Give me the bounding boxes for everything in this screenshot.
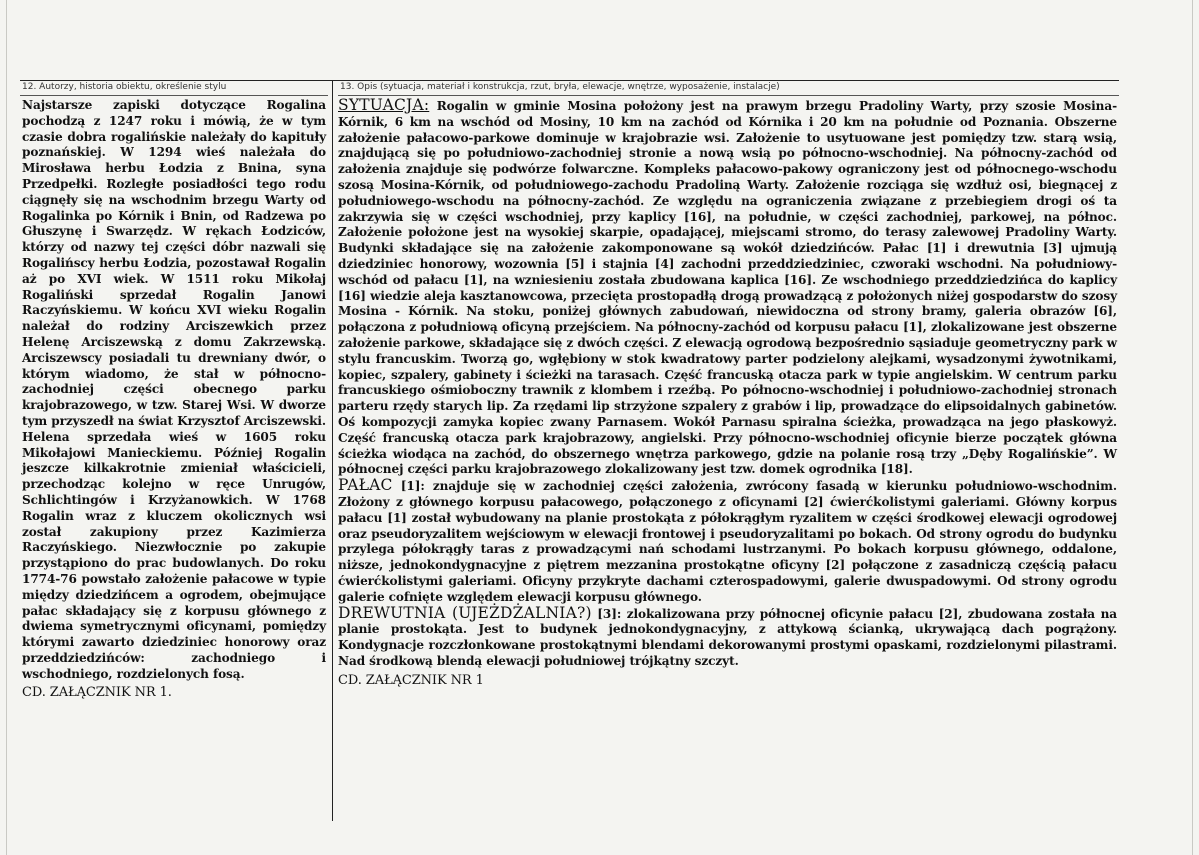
history-continuation-note: CD. ZAŁĄCZNIK NR 1. — [22, 685, 172, 701]
woodshed-text: [3]: zlokalizowana przy północnej oficynie pałacu [2], zbudowana została na planie prostokąta. Jest to budynek jednokondygnacyjny, z attykową ścianką, ukrywającą dach pogrążony. Kondygnacje rozczłonkowane prostokątnymi blendami dekorowanymi prostymi opaskami, rozdzielonymi pilastrami. Nad środkową blendą elewacji południowej trójkątny szczyt. — [338, 606, 1118, 668]
situation-heading: SYTUACJA: — [338, 96, 430, 114]
description-field-header: 13. Opis (sytuacja, materiał i konstrukcja, rzut, bryła, elewacje, wnętrze, wyposażenie, instalacje) — [338, 81, 1119, 96]
woodshed-heading: DREWUTNIA (UJEŻDŻALNIA?) — [338, 603, 592, 622]
section-palace — [338, 478, 1117, 605]
description-column — [338, 81, 1119, 821]
record-card-form — [20, 80, 1119, 843]
description-body — [338, 96, 1119, 670]
palace-text: [1]: znajduje się w zachodniej części założenia, zwrócony fasadą w kierunku południowo-wschodnim. Złożony z głównego korpusu pałacowego, połączonego z oficynami [2] ćwierćkolistymi galeriami. Główny korpus pałacu [1] został wybudowany na planie prostokąta z półokrągłym ryzalitem w części środkowej elewacji ogrodowej oraz pseudoryzalitem wejściowym w elewacji frontowej i pseudoryzalitami po bokach. Od strony ogrodu do budynku przylega półokrągły taras z prowadzącymi nań schodami lustrzanymi. Po bokach korpusu głównego, oddalone, niższe, jednokondygnacyjne z piętrem mezzanina prostokątne oficyny [2] połączone z zasadniczą częścią pałacu ćwierćkolistymi galeriami. Oficyny przykryte dachami czterospadowymi, galerie dwuspadowymi. Od strony ogrodu galerie cofnięte względem elewacji korpusu głównego. — [338, 479, 1117, 604]
section-woodshed — [338, 603, 1118, 670]
history-field-header: 12. Autorzy, historia obiektu, określenie stylu — [20, 81, 328, 96]
palace-heading: PAŁAC — [338, 476, 393, 495]
scan-edge-right — [1192, 0, 1193, 855]
history-paragraph: Najstarsze zapiski dotyczące Rogalina pochodzą z 1247 roku i mówią, że w tym czasie dobra rogalińskie należały do kapituły poznańskiej. W 1294 wieś należała do Mirosława herbu Łodzia z Bnina, syna Przedpełki. Rozległe posiadłości tego rodu ciągnęły się na wschodnim brzegu Warty od Rogalinka po Kórnik i Bnin, od Radzewa po Głuszynę i Swarzędz. W rękach Łodziców, którzy od nazwy tej części dóbr nazwali się Rogalińscy herbu Łodzia, pozostawał Rogalin aż po XVI wiek. W 1511 roku Mikołaj Rogaliński sprzedał Rogalin Janowi Raczyńskiemu. W końcu XVI wieku Rogalin należał do rodziny Arciszewkich przez Helenę Arciszewską z domu Zakrzewską. Arciszewscy posiadali tu drewniany dwór, o którym wiadomo, że stał w północno-zachodniej części obecnego parku krajobrazowego, w tzw. Starej Wsi. W dworze tym przyszedł na świat Krzysztof Arciszewski. Helena sprzedała wieś w 1605 roku Mikołajowi Manieckiemu. Później Rogalin jeszcze kilkakrotnie zmieniał właścicieli, przechodząc kolejno w ręce Unrugów, Schlichtingów i Krzyżanowkich. W 1768 Rogalin wraz z kluczem okolicznych wsi został zakupiony przez Kazimierza Raczyńskiego. Niezwłocznie po zakupie przystąpiono do prac budowlanych. Do roku 1774-76 powstało założenie pałacowe w typie między dziedzińcem a ogrodem, obejmujące pałac składający się z korpusu głównego z dwiema symetrycznymi oficynami, pomiędzy którymi zawarto dziedziniec honorowy oraz przeddziedzińców: zachodniego i wschodniego, rozdzielonych fosą. — [22, 98, 326, 681]
description-continuation-note: CD. ZAŁĄCZNIK NR 1 — [338, 672, 484, 688]
scan-edge-left — [6, 0, 7, 855]
situation-text: Rogalin w gminie Mosina położony jest na prawym brzegu Pradoliny Warty, przy szosie Mosina-Kórnik, 6 km na wschód od Mosiny, 10 km na zachód od Kórnika i 20 km na południe od Poznania. Obszerne założenie pałacowo-parkowe dominuje w krajobrazie wsi. Założenie to usytuowane jest pomiędzy tzw. starą wsią, znajdującą się po południowo-zachodniej stronie a nową wsią po północno-wschodniej. Na północny-zachód od założenia znajduje się podwórze folwarczne. Kompleks pałacowo-pakowy ograniczony jest od północnego-wschodu szosą Mosina-Kórnik, od południowego-zachodu Pradoliną Warty. Założenie rozciąga się wzdłuż osi, biegnącej z południowego-wschodu na północny-zachód. Ze względu na ograniczenia związane z przebiegiem drogi oś ta zakrzywia się w części wschodniej, przy kaplicy [16], na południe, w części zachodniej, parkowej, na północ. Założenie położone jest na wysokiej skarpie, opadającej, miejscami stromo, do terasy zalewowej Pradoliny Warty. Budynki składające się na założenie zakomponowane są wokół dziedzińców. Pałac [1] i drewutnia [3] ujmują dziedziniec honorowy, wozownia [5] i stajnia [4] zachodni przeddziedziniec, czworaki wschodni. Na południowy-wschód od pałacu [1], na wzniesieniu została zbudowana kaplica [16]. Ze wschodniego przeddziedzińca do kaplicy [16] wiedzie aleja kasztanowcowa, przecięta prostopadłą drogą prowadzącą z położonych niżej gospodarstw do szosy Mosina - Kórnik. Na stoku, poniżej głównych zabudowań, niewidoczna od strony bramy, galeria obrazów [6], połączona z południową oficyną przejściem. Na północny-zachód od korpusu pałacu [1], zlokalizowane jest obszerne założenie parkowe, składające się z dwóch części. Z elewacją ogrodową bezpośrednio sąsiaduje geometryczny park w stylu francuskim. Tworzą go, wgłębiony w stok kwadratowy parter podzielony alejkami, wysadzonymi żywotnikami, kopiec, szpalery, gabinety i ścieżki na tarasach. Część francuską otacza park w typie angielskim. W centrum parku francuskiego ośmioboczny trawnik z klombem i rzeźbą. Po północno-wschodniej i południowo-zachodniej stronach parteru rzędy starych lip. Za rzędami lip strzyżone szpalery z grabów i lip, prowadzące do elipsoidalnych gabinetów. Oś kompozycji zamyka kopiec zwany Parnasem. Wokół Parnasu spiralna ścieżka, prowadząca na jego płaskowyż. Część francuską otacza park krajobrazowy, angielski. Przy północno-wschodniej oficynie bierze początek główna ścieżka wiodąca na zachód, do obszernego wnętrza parkowego, gdzie na polanie rosą trzy „Dęby Rogalińskie”. W północnej części parku krajobrazowego zlokalizowany jest tzw. domek ogrodnika [18]. — [338, 99, 1117, 477]
section-situation — [338, 98, 1117, 478]
history-column — [20, 81, 333, 821]
